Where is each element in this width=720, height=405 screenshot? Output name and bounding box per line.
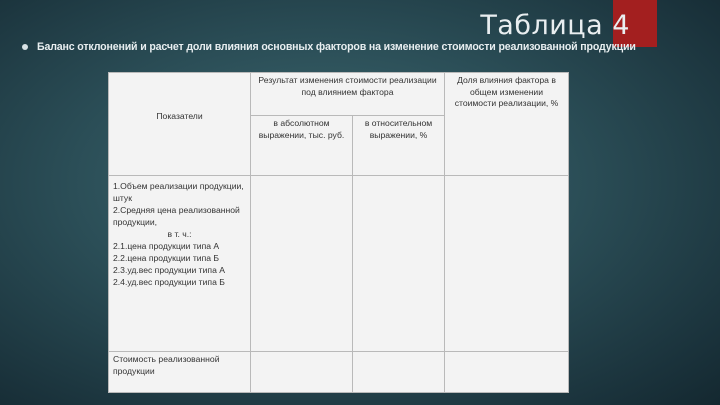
factor-line: 2.Средняя цена реализованной продукции, [113, 205, 240, 227]
slide-title: Таблица 4 [480, 10, 630, 41]
header-share: Доля влияния фактора в общем изменении стоимости реализации, % [445, 73, 569, 176]
factor-line: 2.2.цена продукции типа Б [113, 253, 220, 263]
factor-line: 2.1.цена продукции типа А [113, 241, 220, 251]
factor-line: в т. ч.: [167, 229, 192, 239]
factor-line: 1.Объем реализации продукции, штук [113, 181, 244, 203]
row-factors-label [109, 176, 251, 352]
row-total-share [445, 352, 569, 393]
slide-subtitle: Баланс отклонений и расчет доли влияния основных факторов на изменение стоимости реализованной продукции [37, 41, 636, 53]
header-indicators: Показатели [109, 73, 251, 176]
factor-table [108, 72, 569, 393]
factor-line: 2.3.уд.вес продукции типа А [113, 265, 225, 275]
factor-line: 2.4.уд.вес продукции типа Б [113, 277, 225, 287]
row-total-label: Стоимость реализованной продукции [109, 352, 251, 393]
header-result-change: Результат изменения стоимости реализации под влиянием фактора [251, 73, 445, 116]
row-factors-relative [353, 176, 445, 352]
row-factors-share [445, 176, 569, 352]
header-relative: в относительном выражении, % [353, 116, 445, 176]
subtitle-row [22, 41, 712, 53]
row-total-absolute [251, 352, 353, 393]
row-factors-absolute [251, 176, 353, 352]
header-absolute: в абсолютном выражении, тыс. руб. [251, 116, 353, 176]
row-total-relative [353, 352, 445, 393]
bullet-icon [22, 44, 28, 50]
factor-table-container [108, 72, 568, 393]
